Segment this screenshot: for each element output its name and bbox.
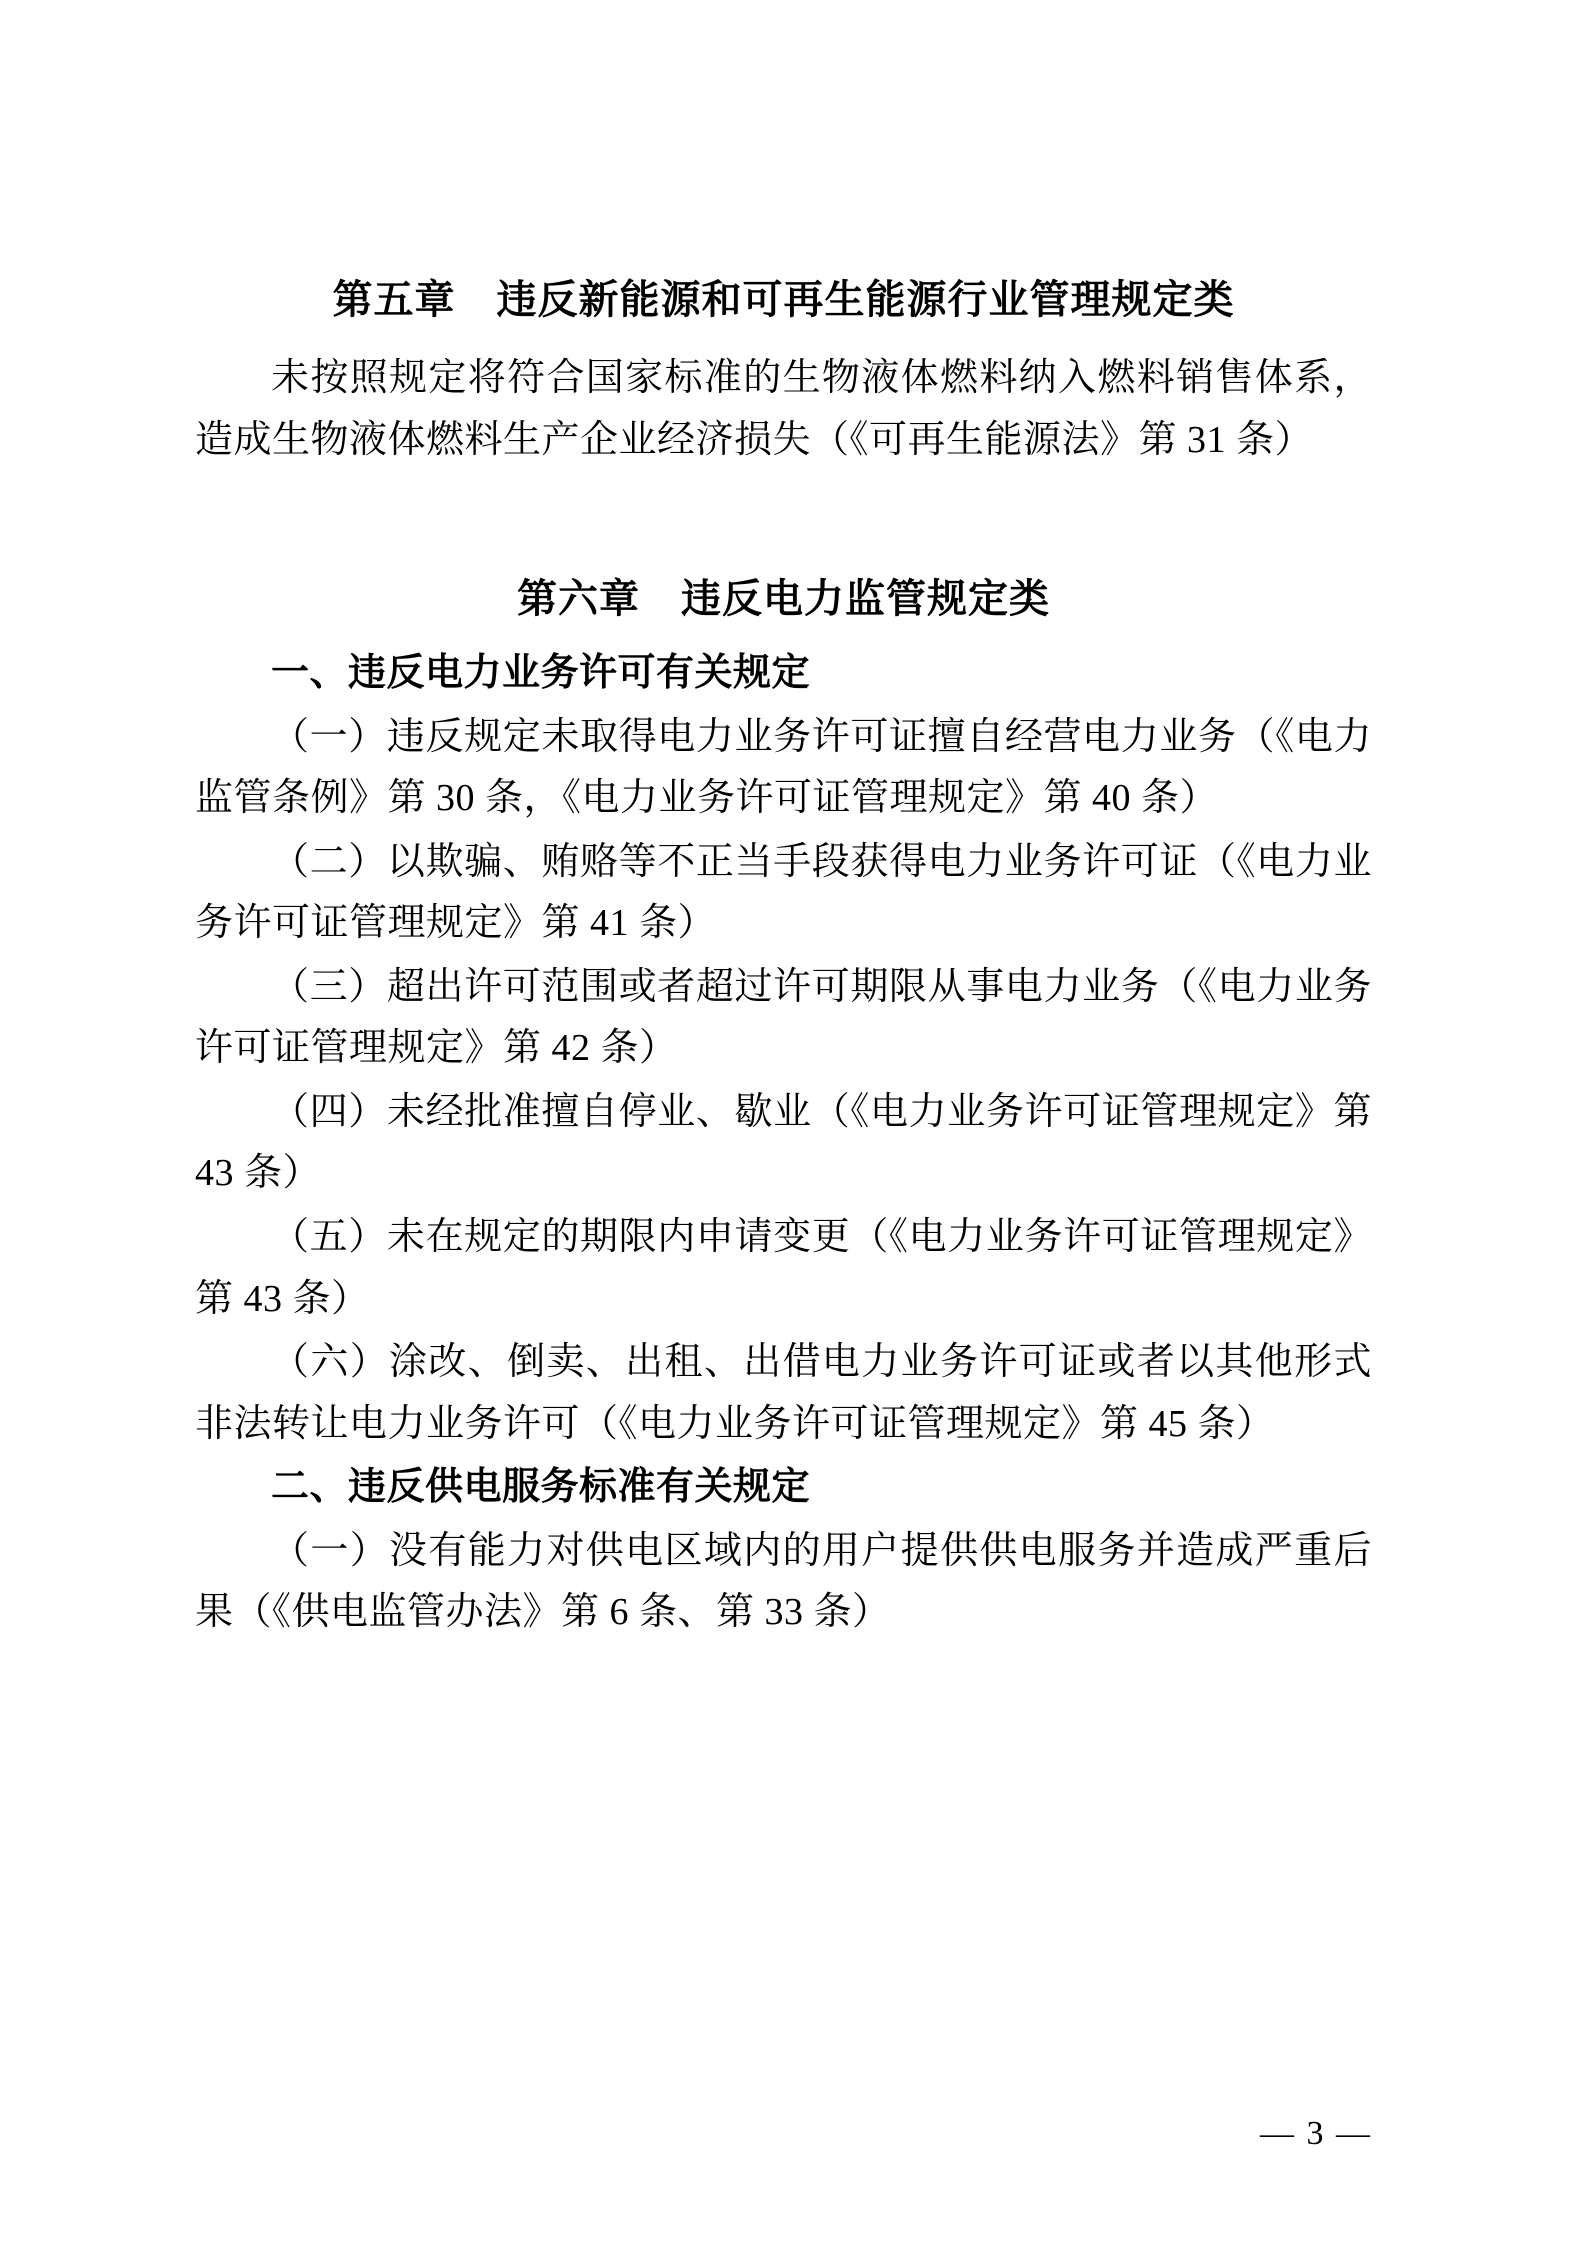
page-number: — 3 — bbox=[1260, 2115, 1372, 2152]
section-1-item-2: （二）以欺骗、贿赂等不正当手段获得电力业务许可证（《电力业务许可证管理规定》第 41 条） bbox=[195, 840, 1372, 945]
chapter-5-paragraph: 未按照规定将符合国家标准的生物液体燃料纳入燃料销售体系，造成生物液体燃料生产企业经济损失（《可再生能源法》第 31 条） bbox=[195, 357, 1372, 461]
section-heading-2: 二、违反供电服务标准有关规定 bbox=[271, 1466, 811, 1509]
section-1-item-6: （六）涂改、倒卖、出租、出借电力业务许可证或者以其他形式非法转让电力业务许可（《电力业务许可证管理规定》第 45 条） bbox=[195, 1341, 1372, 1445]
chapter-5-title: 第五章 违反新能源和可再生能源行业管理规定类 bbox=[332, 278, 1235, 322]
section-1-item-4: （四）未经批准擅自停业、歇业（《电力业务许可证管理规定》第 43 条） bbox=[195, 1090, 1372, 1195]
section-2-item-1: （一）没有能力对供电区域内的用户提供供电服务并造成严重后果（《供电监管办法》第 6 条、第 33 条） bbox=[195, 1529, 1372, 1634]
section-heading-1: 一、违反电力业务许可有关规定 bbox=[271, 652, 811, 695]
section-1-item-5: （五）未在规定的期限内申请变更（《电力业务许可证管理规定》第 43 条） bbox=[195, 1216, 1372, 1320]
section-1-item-3: （三）超出许可范围或者超过许可期限从事电力业务（《电力业务许可证管理规定》第 42 条） bbox=[195, 965, 1372, 1070]
chapter-6-title: 第六章 违反电力监管规定类 bbox=[517, 577, 1050, 622]
section-1-item-1: （一）违反规定未取得电力业务许可证擅自经营电力业务（《电力监管条例》第 30 条，《电力业务许可证管理规定》第 40 条） bbox=[195, 715, 1372, 820]
